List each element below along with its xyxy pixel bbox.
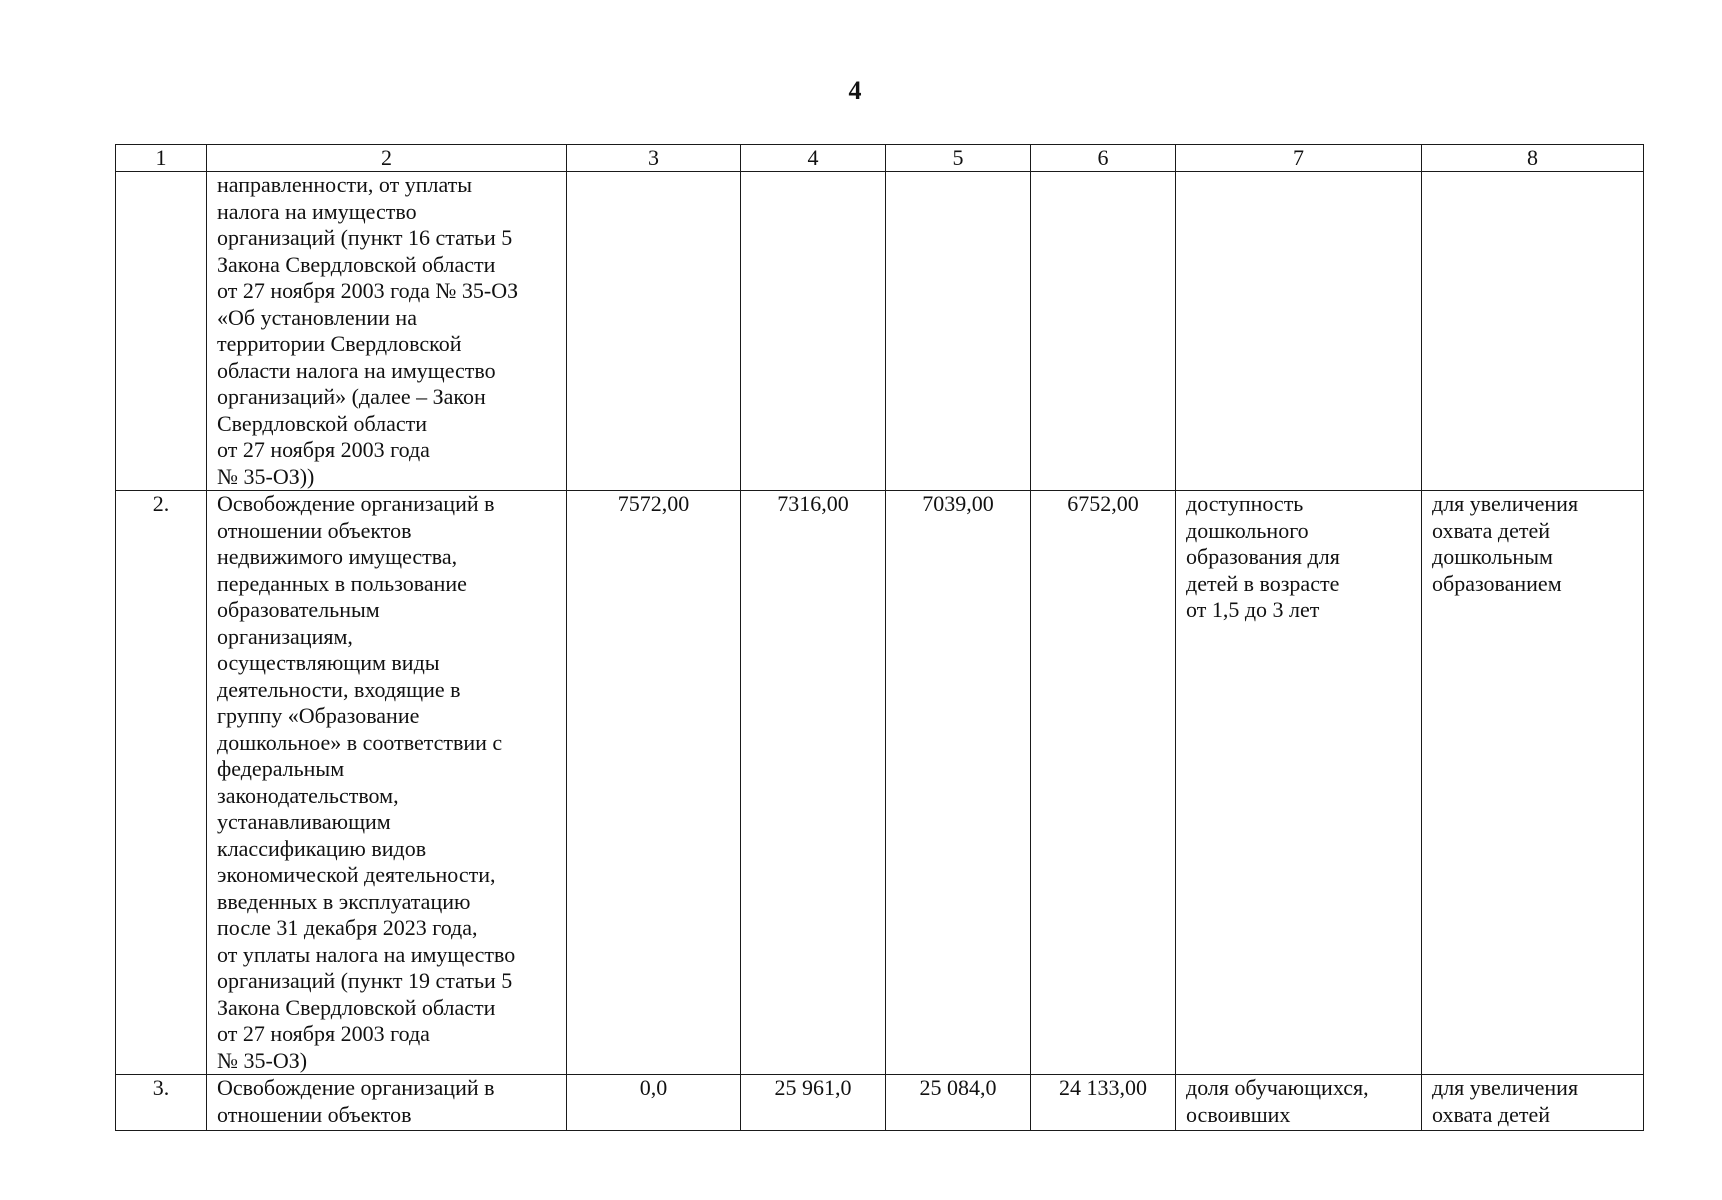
value-cell-4: 7316,00 bbox=[741, 491, 886, 1075]
indicator-cell bbox=[1176, 491, 1422, 1075]
column-header-2: 2 bbox=[207, 145, 567, 172]
description-cell bbox=[207, 172, 567, 491]
table-row bbox=[116, 172, 1644, 491]
value-cell-3: 7572,00 bbox=[567, 491, 741, 1075]
column-header-8: 8 bbox=[1422, 145, 1644, 172]
description-text: Освобождение организаций в отношении объектов bbox=[217, 1075, 495, 1127]
description-text: Освобождение организаций в отношении объектов недвижимого имущества, переданных в пользование образовательным организациям, осуществляющим виды деятельности, входящие в группу «Образование дошкольное» в соответствии с федеральным законодательством, устанавливающим классификацию видов экономической деятельности, введенных в эксплуатацию после 31 декабря 2023 года, от уплаты налога на имущество организаций (пункт 19 статьи 5 Закона Свердловской области от 27 ноября 2003 года № 35-ОЗ) bbox=[217, 491, 516, 1073]
value-cell-5 bbox=[886, 172, 1031, 491]
indicator-cell bbox=[1176, 172, 1422, 491]
value-cell-3: 0,0 bbox=[567, 1075, 741, 1131]
description-cell bbox=[207, 491, 567, 1075]
description-cell bbox=[207, 1075, 567, 1131]
column-header-7: 7 bbox=[1176, 145, 1422, 172]
table-row bbox=[116, 491, 1644, 1075]
value-cell-6: 6752,00 bbox=[1031, 491, 1176, 1075]
indicator-cell bbox=[1176, 1075, 1422, 1131]
row-number-cell: 2. bbox=[116, 491, 207, 1075]
value-cell-5: 7039,00 bbox=[886, 491, 1031, 1075]
value-cell-5: 25 084,0 bbox=[886, 1075, 1031, 1131]
value-cell-4: 25 961,0 bbox=[741, 1075, 886, 1131]
purpose-text: для увеличения охвата детей дошкольным образованием bbox=[1432, 491, 1579, 596]
header-row bbox=[116, 145, 1644, 172]
column-header-5: 5 bbox=[886, 145, 1031, 172]
column-header-6: 6 bbox=[1031, 145, 1176, 172]
value-cell-6 bbox=[1031, 172, 1176, 491]
value-cell-6: 24 133,00 bbox=[1031, 1075, 1176, 1131]
data-table bbox=[115, 144, 1644, 1131]
indicator-text: доступность дошкольного образования для детей в возрасте от 1,5 до 3 лет bbox=[1186, 491, 1340, 622]
purpose-cell bbox=[1422, 491, 1644, 1075]
row-number-cell: 3. bbox=[116, 1075, 207, 1131]
column-header-4: 4 bbox=[741, 145, 886, 172]
description-text: направленности, от уплаты налога на имущество организаций (пункт 16 статьи 5 Закона Свердловской области от 27 ноября 2003 года № 35-ОЗ «Об установлении на территории Свердловской области налога на имущество организаций» (далее – Закон Свердловской области от 27 ноября 2003 года № 35-ОЗ)) bbox=[217, 172, 519, 489]
row-number-cell bbox=[116, 172, 207, 491]
column-header-1: 1 bbox=[116, 145, 207, 172]
purpose-cell bbox=[1422, 172, 1644, 491]
purpose-text: для увеличения охвата детей bbox=[1432, 1075, 1579, 1127]
page-number: 4 bbox=[848, 76, 862, 105]
table-row bbox=[116, 1075, 1644, 1131]
purpose-cell bbox=[1422, 1075, 1644, 1131]
column-header-3: 3 bbox=[567, 145, 741, 172]
value-cell-3 bbox=[567, 172, 741, 491]
indicator-text: доля обучающихся, освоивших bbox=[1186, 1075, 1369, 1127]
value-cell-4 bbox=[741, 172, 886, 491]
